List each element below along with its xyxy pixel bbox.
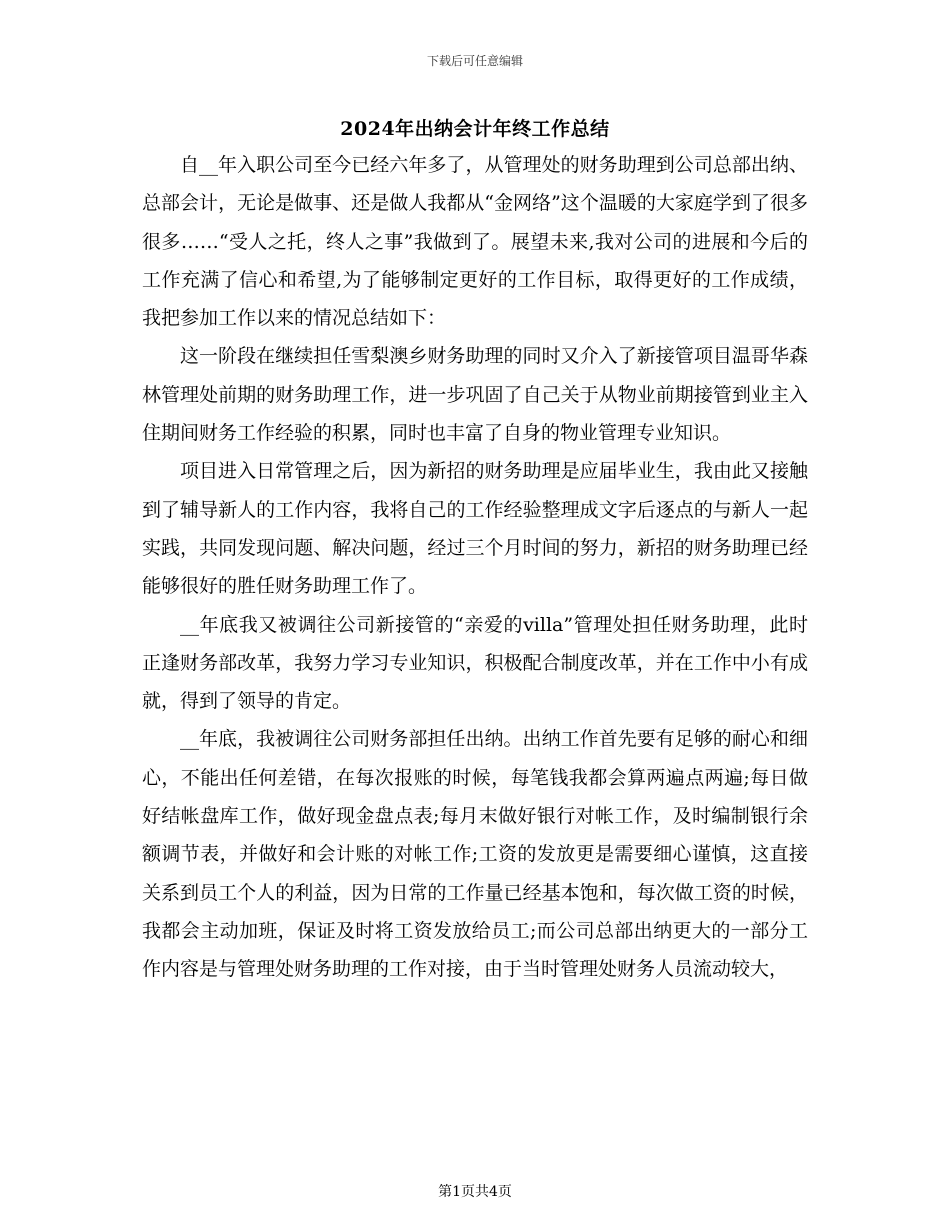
paragraph-villa-transfer: __年底我又被调往公司新接管的“亲爱的villa”管理处担任财务助理，此时正逢财务部改革，我努力学习专业知识，积极配合制度改革，并在工作中小有成就，得到了领导的肯定。 (142, 613, 808, 713)
document-body (142, 146, 808, 989)
document-title: 2024年出纳会计年终工作总结 (340, 118, 610, 140)
page-number: 第1页共4页 (438, 1184, 512, 1200)
paragraph-cashier-role: __年底，我被调往公司财务部担任出纳。出纳工作首先要有足够的耐心和细心，不能出任何差错，在每次报账的时候，每笔钱我都会算两遍点两遍;每日做好结帐盘库工作，做好现金盘点表;每月末做好银行对帐工作，及时编制银行余额调节表，并做好和会计账的对帐工作;工资的发放更是需要细心谨慎，这直接关系到员工个人的利益，因为日常的工作量已经基本饱和，每次做工资的时候，我都会主动加班，保证及时将工资发放给员工;而公司总部出纳更大的一部分工作内容是与管理处财务助理的工作对接，由于当时管理处财务人员流动较大， (142, 728, 808, 981)
paragraph-daily-management: 项目进入日常管理之后，因为新招的财务助理是应届毕业生，我由此又接触到了辅导新人的工作内容，我将自己的工作经验整理成文字后逐点的与新人一起实践，共同发现问题、解决问题，经过三个月时间的努力，新招的财务助理已经能够很好的胜任财务助理工作了。 (142, 460, 808, 598)
page-header-note: 下载后可任意编辑 (426, 54, 523, 68)
paragraph-stage-one: 这一阶段在继续担任雪梨澳乡财务助理的同时又介入了新接管项目温哥华森林管理处前期的财务助理工作，进一步巩固了自己关于从物业前期接管到业主入住期间财务工作经验的积累，同时也丰富了自身的物业管理专业知识。 (142, 345, 808, 445)
paragraph-intro: 自__年入职公司至今已经六年多了，从管理处的财务助理到公司总部出纳、总部会计，无论是做事、还是做人我都从“金网络”这个温暖的大家庭学到了很多很多……“受人之托，终人之事”我做到了。展望未来,我对公司的进展和今后的工作充满了信心和希望,为了能够制定更好的工作目标，取得更好的工作成绩，我把参加工作以来的情况总结如下： (142, 154, 808, 330)
